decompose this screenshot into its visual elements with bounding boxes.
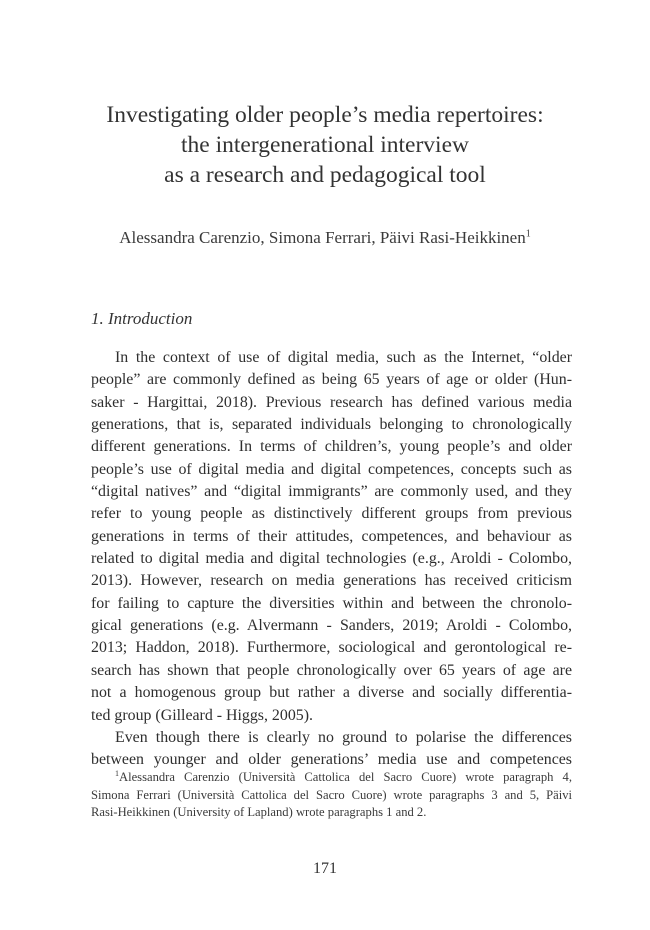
paragraph-1 (91, 347, 572, 727)
author-list (60, 227, 590, 249)
text-line: In the context of use of digital media, such as the Internet, “older (115, 349, 572, 366)
footnote-line: Rasi-Heikkinen (University of Lapland) wrote paragraphs 1 and 2. (91, 805, 427, 819)
title-line-2: the intergenerational interview (181, 132, 469, 158)
text-line: search has shown that people chronologically over 65 years of age are (91, 661, 572, 679)
footnote-marker: 1 (115, 769, 119, 778)
text-line: refer to young people as distinctively different groups from previous (91, 505, 572, 523)
footnote-line (91, 769, 572, 787)
author-footnote-marker: 1 (525, 228, 531, 240)
title-line-1: Investigating older people’s media repertoires: (106, 102, 544, 128)
text-line: generations, that is, separated individuals belonging to chronologically (91, 416, 572, 434)
text-line: people” are commonly defined as being 65 years of age or older (Hun- (91, 371, 572, 389)
page-number: 171 (313, 860, 337, 877)
article-title (60, 100, 590, 190)
text-line: not a homogenous group but rather a diverse and socially differentia- (91, 684, 572, 702)
text-line: saker - Hargittai, 2018). Previous research has defined various media (91, 393, 572, 411)
text-line: 2013; Haddon, 2018). Furthermore, sociological and gerontological re- (91, 639, 572, 657)
text-line: 2013). However, research on media generations has received criticism (91, 572, 572, 590)
footnote-text: Alessandra Carenzio (Università Cattolica del Sacro Cuore) wrote paragraph 4, (119, 770, 572, 784)
text-line: gical generations (e.g. Alvermann - Sanders, 2019; Aroldi - Colombo, (91, 617, 572, 635)
text-line: generations in terms of their attitudes, competences, and behaviour as (91, 527, 572, 545)
text-line: for failing to capture the diversities within and between the chronolo- (91, 594, 572, 612)
paragraph-2 (91, 727, 572, 772)
body-text (91, 347, 572, 772)
text-line: different generations. In terms of children’s, young people’s and older (91, 438, 572, 456)
text-line: people’s use of digital media and digital competences, concepts such as (91, 460, 572, 478)
text-line: “digital natives” and “digital immigrants” are commonly used, and they (91, 483, 572, 501)
text-line: Even though there is clearly no ground to polarise the differences (115, 728, 572, 746)
footnote-line: Simona Ferrari (Università Cattolica del Sacro Cuore) wrote paragraphs 3 and 5, Päivi (91, 787, 572, 802)
footnote (91, 769, 572, 822)
text-line: related to digital media and digital technologies (e.g., Aroldi - Colombo, (91, 550, 572, 568)
text-line: between younger and older generations’ media use and competences (91, 751, 572, 769)
title-line-3: as a research and pedagogical tool (164, 162, 486, 188)
text-line: ted group (Gilleard - Higgs, 2005). (91, 706, 313, 724)
author-names: Alessandra Carenzio, Simona Ferrari, Päivi Rasi-Heikkinen (119, 228, 526, 247)
section-heading: 1. Introduction (91, 309, 193, 328)
